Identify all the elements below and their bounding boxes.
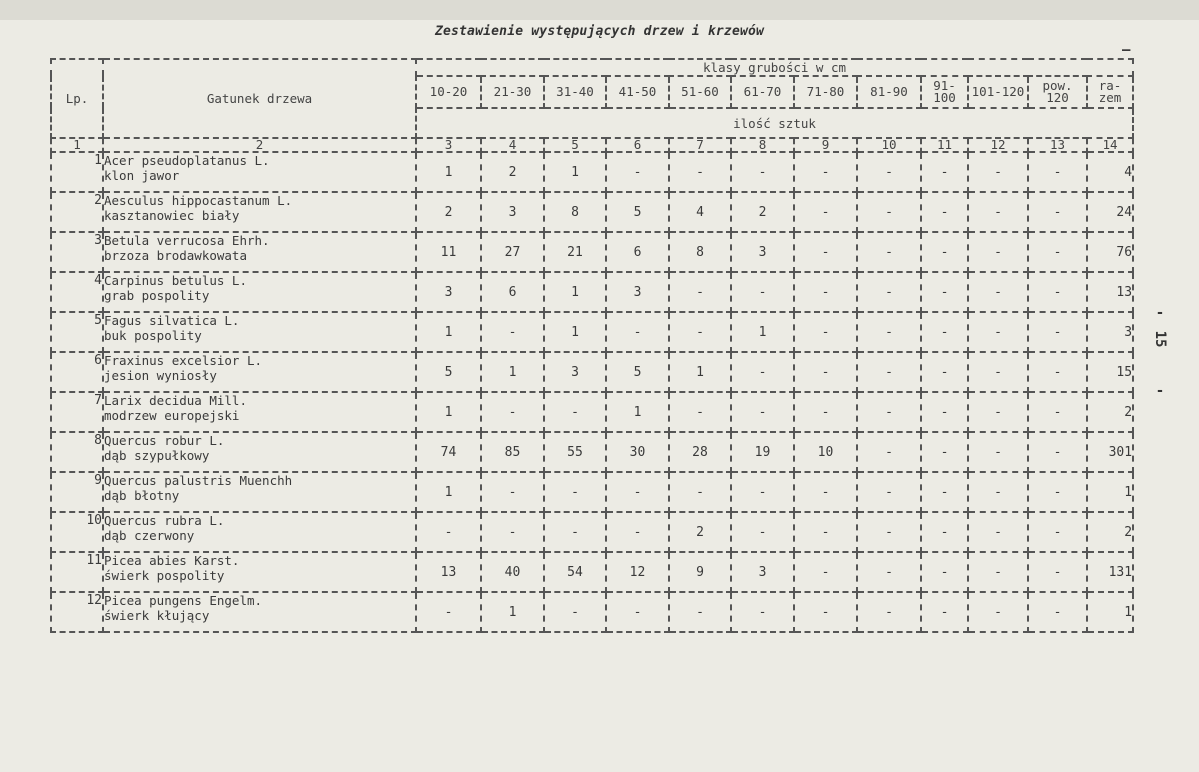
row-species [103, 312, 416, 352]
page-number-mark [1148, 300, 1172, 404]
row-count-cell: 8 [544, 192, 606, 232]
row-count-cell: - [921, 512, 968, 552]
row-count-cell: 30 [606, 432, 669, 472]
header-range-cell: 61-70 [731, 76, 794, 108]
row-species [103, 552, 416, 592]
row-count-cell: - [794, 512, 857, 552]
row-count-cell: 21 [544, 232, 606, 272]
row-count-cell: - [857, 472, 921, 512]
row-count-cell: 1 [669, 352, 731, 392]
row-count-cell: 1 [416, 472, 481, 512]
row-count-cell: - [857, 552, 921, 592]
row-count-cell: - [921, 352, 968, 392]
row-count-cell: - [1028, 192, 1087, 232]
row-count-cell: - [1028, 512, 1087, 552]
header-range-cell: 10-20 [416, 76, 481, 108]
column-number-cell: 8 [731, 138, 794, 152]
row-count-cell: - [606, 472, 669, 512]
row-count-cell: - [731, 272, 794, 312]
row-count-cell: 13 [416, 552, 481, 592]
row-species [103, 392, 416, 432]
species-polish-name: jesion wyniosły [104, 368, 217, 383]
species-latin-name: Betula verrucosa Ehrh. [104, 233, 270, 248]
header-quantity: ilość sztuk [416, 108, 1133, 138]
row-count-cell: - [1028, 432, 1087, 472]
row-species [103, 352, 416, 392]
header-range-cell: 101-120 [968, 76, 1028, 108]
row-count-cell: 3 [731, 552, 794, 592]
row-count-cell: 2 [669, 512, 731, 552]
species-latin-name: Picea abies Karst. [104, 553, 240, 568]
row-species [103, 272, 416, 312]
row-count-cell: - [968, 352, 1028, 392]
row-count-cell: - [794, 152, 857, 192]
row-species [103, 432, 416, 472]
row-count-cell: 3 [544, 352, 606, 392]
row-total: 4 [1087, 152, 1133, 192]
table-row [51, 192, 1133, 232]
row-count-cell: - [921, 232, 968, 272]
header-lp: Lp. [51, 59, 103, 138]
row-count-cell: - [731, 392, 794, 432]
table-row [51, 472, 1133, 512]
species-polish-name: klon jawor [104, 168, 180, 183]
row-total: 301 [1087, 432, 1133, 472]
row-count-cell: 1 [416, 312, 481, 352]
row-count-cell: - [857, 192, 921, 232]
row-count-cell: - [968, 272, 1028, 312]
column-number-cell: 1 [51, 138, 103, 152]
page-mark-dash-bottom: - [1155, 383, 1165, 399]
page-number: 15 [1152, 330, 1168, 348]
header-range-cell: 21-30 [481, 76, 544, 108]
species-polish-name: buk pospolity [104, 328, 202, 343]
row-lp: 2 [51, 192, 103, 232]
row-count-cell: - [1028, 392, 1087, 432]
row-count-cell: - [968, 472, 1028, 512]
row-count-cell: 8 [669, 232, 731, 272]
header-species: Gatunek drzewa [103, 59, 416, 138]
row-count-cell: 2 [416, 192, 481, 232]
row-count-cell: 3 [481, 192, 544, 232]
row-count-cell: 6 [481, 272, 544, 312]
row-species [103, 192, 416, 232]
row-count-cell: - [1028, 552, 1087, 592]
row-lp: 11 [51, 552, 103, 592]
species-latin-name: Larix decidua Mill. [104, 393, 247, 408]
row-count-cell: - [921, 472, 968, 512]
header-range-cell: ra-zem [1087, 76, 1133, 108]
row-count-cell: 6 [606, 232, 669, 272]
row-count-cell: 9 [669, 552, 731, 592]
row-lp: 8 [51, 432, 103, 472]
column-number-cell: 7 [669, 138, 731, 152]
header-range-cell: 91-100 [921, 76, 968, 108]
row-lp: 1 [51, 152, 103, 192]
row-count-cell: - [921, 152, 968, 192]
species-polish-name: modrzew europejski [104, 408, 240, 423]
row-count-cell: - [416, 512, 481, 552]
row-lp: 5 [51, 312, 103, 352]
row-count-cell: - [921, 272, 968, 312]
row-count-cell: - [857, 352, 921, 392]
row-count-cell: 85 [481, 432, 544, 472]
row-count-cell: - [794, 472, 857, 512]
row-count-cell: - [968, 592, 1028, 632]
species-polish-name: świerk kłujący [104, 608, 210, 623]
top-dash-mark: – [1122, 42, 1131, 58]
species-polish-name: brzoza brodawkowata [104, 248, 247, 263]
row-count-cell: - [481, 472, 544, 512]
row-count-cell: 55 [544, 432, 606, 472]
row-count-cell: - [1028, 152, 1087, 192]
row-count-cell: - [1028, 232, 1087, 272]
row-count-cell: - [794, 552, 857, 592]
species-polish-name: kasztanowiec biały [104, 208, 240, 223]
species-latin-name: Picea pungens Engelm. [104, 593, 263, 608]
row-count-cell: - [1028, 272, 1087, 312]
row-count-cell: - [857, 512, 921, 552]
row-lp: 12 [51, 592, 103, 632]
row-count-cell: - [1028, 352, 1087, 392]
row-total: 76 [1087, 232, 1133, 272]
row-count-cell: - [731, 512, 794, 552]
row-count-cell: - [857, 152, 921, 192]
row-count-cell: - [968, 192, 1028, 232]
row-count-cell: - [794, 232, 857, 272]
species-latin-name: Quercus rubra L. [104, 513, 225, 528]
row-count-cell: 3 [731, 232, 794, 272]
row-count-cell: - [544, 512, 606, 552]
species-latin-name: Quercus palustris Muenchh [104, 473, 293, 488]
table-row [51, 152, 1133, 192]
row-count-cell: 10 [794, 432, 857, 472]
species-latin-name: Acer pseudoplatanus L. [104, 153, 270, 168]
column-number-cell: 13 [1028, 138, 1087, 152]
row-count-cell: 19 [731, 432, 794, 472]
column-number-cell: 3 [416, 138, 481, 152]
row-total: 2 [1087, 512, 1133, 552]
row-total: 2 [1087, 392, 1133, 432]
row-count-cell: - [794, 592, 857, 632]
column-number-cell: 12 [968, 138, 1028, 152]
row-count-cell: - [544, 392, 606, 432]
species-latin-name: Quercus robur L. [104, 433, 225, 448]
row-lp: 7 [51, 392, 103, 432]
row-count-cell: - [857, 272, 921, 312]
row-count-cell: - [731, 352, 794, 392]
row-species [103, 152, 416, 192]
row-species [103, 592, 416, 632]
row-count-cell: 4 [669, 192, 731, 232]
row-count-cell: - [968, 512, 1028, 552]
row-count-cell: - [857, 432, 921, 472]
row-total: 13 [1087, 272, 1133, 312]
row-count-cell: - [857, 592, 921, 632]
row-count-cell: 5 [416, 352, 481, 392]
row-count-cell: 27 [481, 232, 544, 272]
species-polish-name: grab pospolity [104, 288, 210, 303]
row-total: 15 [1087, 352, 1133, 392]
row-count-cell: 1 [481, 592, 544, 632]
row-count-cell: - [544, 592, 606, 632]
table-row [51, 312, 1133, 352]
header-range-cell: 51-60 [669, 76, 731, 108]
row-count-cell: - [921, 192, 968, 232]
row-lp: 10 [51, 512, 103, 552]
row-lp: 4 [51, 272, 103, 312]
column-number-cell: 11 [921, 138, 968, 152]
table-row [51, 272, 1133, 312]
species-latin-name: Aesculus hippocastanum L. [104, 193, 293, 208]
row-count-cell: - [857, 312, 921, 352]
row-count-cell: 1 [544, 152, 606, 192]
row-count-cell: 11 [416, 232, 481, 272]
row-count-cell: - [606, 152, 669, 192]
table-row [51, 552, 1133, 592]
row-count-cell: 5 [606, 352, 669, 392]
row-count-cell: - [794, 192, 857, 232]
row-count-cell: - [606, 312, 669, 352]
table-row [51, 432, 1133, 472]
row-count-cell: - [968, 432, 1028, 472]
row-species [103, 512, 416, 552]
row-count-cell: 1 [481, 352, 544, 392]
column-number-cell: 10 [857, 138, 921, 152]
row-count-cell: - [968, 232, 1028, 272]
row-count-cell: 12 [606, 552, 669, 592]
column-number-cell: 14 [1087, 138, 1133, 152]
row-count-cell: 2 [481, 152, 544, 192]
row-count-cell: - [968, 392, 1028, 432]
row-count-cell: 1 [416, 392, 481, 432]
table-row [51, 392, 1133, 432]
row-count-cell: - [544, 472, 606, 512]
row-count-cell: - [968, 552, 1028, 592]
row-count-cell: - [968, 152, 1028, 192]
species-latin-name: Fraxinus excelsior L. [104, 353, 263, 368]
row-count-cell: 74 [416, 432, 481, 472]
row-count-cell: - [921, 392, 968, 432]
table-row [51, 232, 1133, 272]
header-range-cell: 71-80 [794, 76, 857, 108]
row-count-cell: - [416, 592, 481, 632]
header-range-cell: 81-90 [857, 76, 921, 108]
row-count-cell: - [481, 392, 544, 432]
row-count-cell: 1 [416, 152, 481, 192]
row-species [103, 472, 416, 512]
row-count-cell: - [669, 472, 731, 512]
column-number-cell: 4 [481, 138, 544, 152]
row-count-cell: - [921, 552, 968, 592]
species-polish-name: dąb błotny [104, 488, 180, 503]
document-title: Zestawienie występujących drzew i krzewów [434, 24, 765, 39]
row-species [103, 232, 416, 272]
species-polish-name: dąb czerwony [104, 528, 195, 543]
row-count-cell: 3 [416, 272, 481, 312]
row-count-cell: - [1028, 592, 1087, 632]
row-count-cell: 2 [731, 192, 794, 232]
row-count-cell: - [731, 472, 794, 512]
column-number-cell: 5 [544, 138, 606, 152]
species-latin-name: Carpinus betulus L. [104, 273, 247, 288]
header-range-cell: 31-40 [544, 76, 606, 108]
row-count-cell: - [669, 272, 731, 312]
species-polish-name: dąb szypułkowy [104, 448, 210, 463]
species-latin-name: Fagus silvatica L. [104, 313, 240, 328]
row-count-cell: - [669, 312, 731, 352]
column-number-cell: 2 [103, 138, 416, 152]
row-total: 24 [1087, 192, 1133, 232]
row-total: 1 [1087, 472, 1133, 512]
row-count-cell: 54 [544, 552, 606, 592]
row-count-cell: 1 [606, 392, 669, 432]
row-lp: 9 [51, 472, 103, 512]
row-count-cell: 1 [544, 312, 606, 352]
column-number-cell: 9 [794, 138, 857, 152]
table-row [51, 592, 1133, 632]
row-count-cell: - [1028, 472, 1087, 512]
row-count-cell: - [921, 432, 968, 472]
row-total: 3 [1087, 312, 1133, 352]
row-lp: 6 [51, 352, 103, 392]
table-row [51, 512, 1133, 552]
table-row [51, 352, 1133, 392]
page-mark-dash-top: - [1155, 305, 1165, 321]
header-range-cell: pow. 120 [1028, 76, 1087, 108]
row-total: 1 [1087, 592, 1133, 632]
row-count-cell: - [794, 352, 857, 392]
row-count-cell: - [921, 312, 968, 352]
row-count-cell: - [731, 152, 794, 192]
row-count-cell: - [481, 312, 544, 352]
row-count-cell: 3 [606, 272, 669, 312]
row-count-cell: - [669, 392, 731, 432]
row-count-cell: - [606, 512, 669, 552]
row-count-cell: - [794, 392, 857, 432]
row-count-cell: 1 [731, 312, 794, 352]
row-lp: 3 [51, 232, 103, 272]
row-count-cell: - [1028, 312, 1087, 352]
species-polish-name: świerk pospolity [104, 568, 225, 583]
row-count-cell: - [481, 512, 544, 552]
row-count-cell: 1 [544, 272, 606, 312]
scan-top-strip [0, 0, 1199, 20]
header-range-cell: 41-50 [606, 76, 669, 108]
row-count-cell: 40 [481, 552, 544, 592]
row-total: 131 [1087, 552, 1133, 592]
row-count-cell: - [606, 592, 669, 632]
row-count-cell: - [669, 592, 731, 632]
header-thickness-classes: klasy grubości w cm [416, 59, 1133, 76]
row-count-cell: - [669, 152, 731, 192]
row-count-cell: - [857, 232, 921, 272]
row-count-cell: - [968, 312, 1028, 352]
row-count-cell: - [794, 312, 857, 352]
tree-inventory-table [50, 58, 1134, 633]
row-count-cell: - [794, 272, 857, 312]
row-count-cell: - [857, 392, 921, 432]
row-count-cell: 28 [669, 432, 731, 472]
column-number-cell: 6 [606, 138, 669, 152]
row-count-cell: 5 [606, 192, 669, 232]
row-count-cell: - [921, 592, 968, 632]
row-count-cell: - [731, 592, 794, 632]
